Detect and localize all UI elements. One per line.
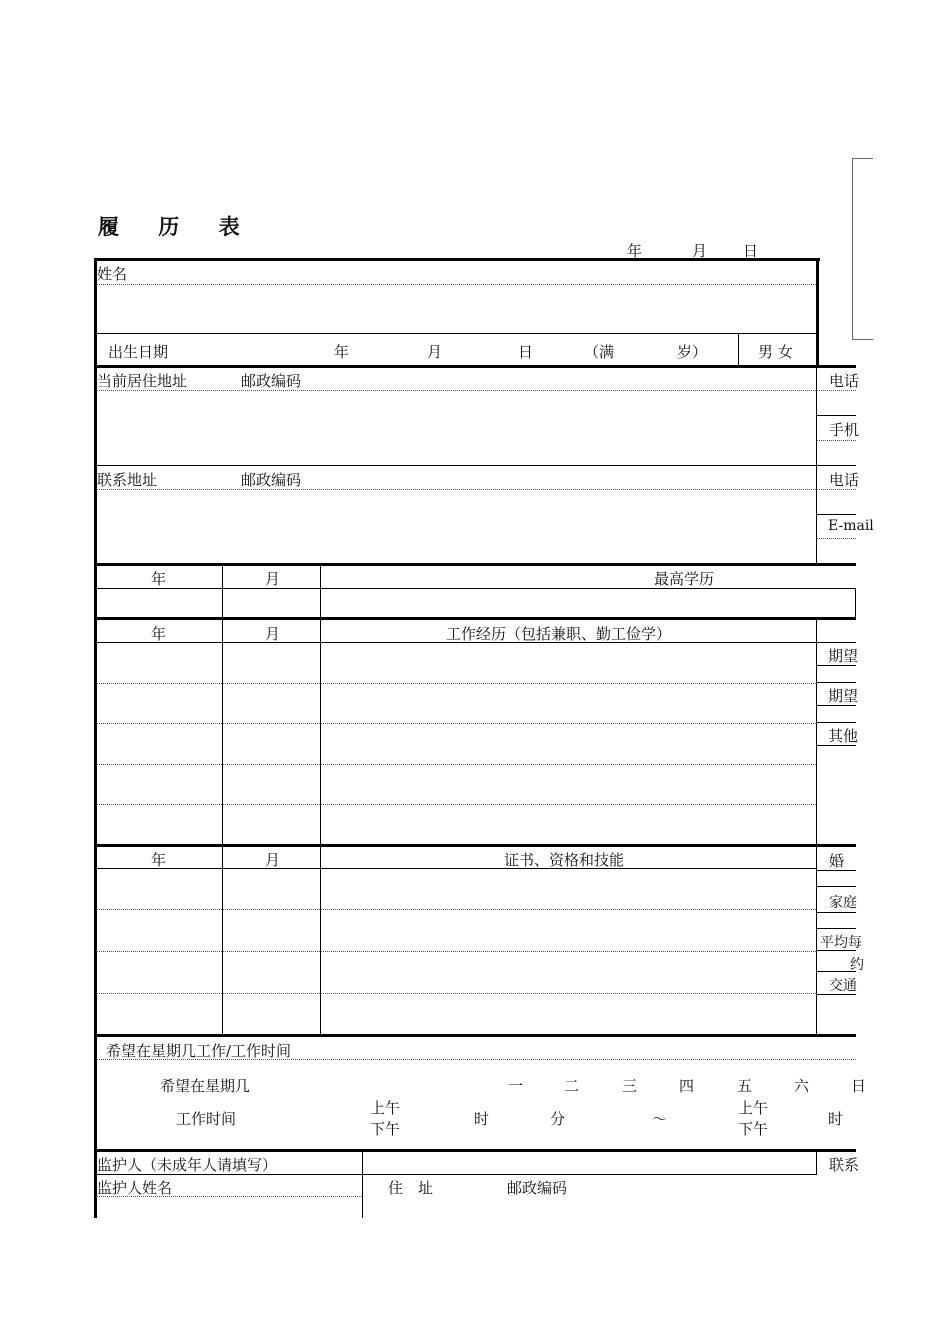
date-day-label: 日 (743, 242, 759, 260)
date-year-label: 年 (627, 242, 643, 260)
cert-year-header: 年 (151, 851, 167, 869)
mobile-label: 手机 (829, 421, 860, 439)
work-year-header: 年 (151, 625, 167, 643)
edu-year-header: 年 (151, 570, 167, 588)
start-hour-label: 时 (474, 1110, 490, 1128)
contact-phone-label: 电话 (829, 471, 860, 489)
name-label: 姓名 (97, 265, 128, 283)
start-minute-label: 分 (550, 1110, 566, 1128)
work-history-field[interactable] (322, 644, 814, 842)
birth-day-label: 日 (518, 343, 534, 361)
end-pm-option[interactable]: 下午 (738, 1120, 769, 1138)
weekday-fri[interactable]: 五 (737, 1077, 753, 1095)
work-time-label: 工作时间 (176, 1110, 237, 1128)
weekday-thu[interactable]: 四 (679, 1077, 695, 1095)
contact-postal-label: 邮政编码 (241, 471, 302, 489)
cert-title-header: 证书、资格和技能 (504, 851, 625, 869)
weekday-mon[interactable]: 一 (508, 1077, 524, 1095)
birth-year-label: 年 (334, 343, 350, 361)
page-title: 履 历 表 (98, 214, 256, 239)
work-title-header: 工作经历（包括兼职、勤工俭学） (446, 625, 672, 643)
contact-address-label: 联系地址 (97, 471, 158, 489)
date-month-label: 月 (692, 242, 708, 260)
guardian-section-label: 监护人（未成年人请填写） (97, 1156, 278, 1174)
education-field[interactable] (322, 590, 854, 616)
guardian-name-label: 监护人姓名 (97, 1179, 173, 1197)
certificates-field[interactable] (322, 870, 814, 1032)
weekday-sat[interactable]: 六 (794, 1077, 810, 1095)
edu-month-header: 月 (265, 570, 281, 588)
current-address-field[interactable] (97, 392, 815, 464)
email-label: E-mail (828, 518, 874, 534)
expect-label-2: 期望 (828, 687, 859, 705)
age-close-label: 岁） (677, 343, 708, 361)
guardian-address-label: 住 址 (388, 1179, 434, 1197)
current-postal-label: 邮政编码 (241, 372, 302, 390)
start-pm-option[interactable]: 下午 (370, 1120, 401, 1138)
birth-date-label: 出生日期 (108, 343, 169, 361)
start-am-option[interactable]: 上午 (370, 1099, 401, 1117)
name-field[interactable] (97, 286, 815, 332)
weekday-label: 希望在星期几 (160, 1077, 251, 1095)
other-label: 其他 (828, 727, 859, 745)
weekday-tue[interactable]: 二 (564, 1077, 580, 1095)
current-address-label: 当前居住地址 (97, 372, 188, 390)
approx-label: 约 (850, 957, 864, 973)
photo-box[interactable] (852, 158, 873, 340)
expect-label-1: 期望 (828, 647, 859, 665)
average-label: 平均每 (820, 935, 862, 951)
phone-label: 电话 (829, 372, 860, 390)
work-month-header: 月 (265, 625, 281, 643)
edu-title-header: 最高学历 (654, 570, 715, 588)
schedule-section-label: 希望在星期几工作/工作时间 (106, 1042, 292, 1060)
birth-month-label: 月 (427, 343, 443, 361)
end-am-option[interactable]: 上午 (738, 1099, 769, 1117)
cert-month-header: 月 (265, 851, 281, 869)
transport-label: 交通 (829, 978, 857, 994)
age-open-label: （满 (584, 343, 615, 361)
family-label: 家庭 (829, 895, 857, 911)
weekday-sun[interactable]: 日 (851, 1077, 867, 1095)
end-hour-label: 时 (828, 1110, 844, 1128)
weekday-wed[interactable]: 三 (622, 1077, 638, 1095)
contact-address-field[interactable] (97, 491, 815, 561)
time-range-tilde: ～ (652, 1110, 668, 1128)
guardian-postal-label: 邮政编码 (507, 1179, 568, 1197)
gender-options[interactable]: 男 女 (758, 343, 793, 361)
guardian-name-field[interactable] (97, 1198, 359, 1216)
guardian-contact-label: 联系 (829, 1156, 860, 1174)
marital-label: 婚 (829, 852, 845, 870)
